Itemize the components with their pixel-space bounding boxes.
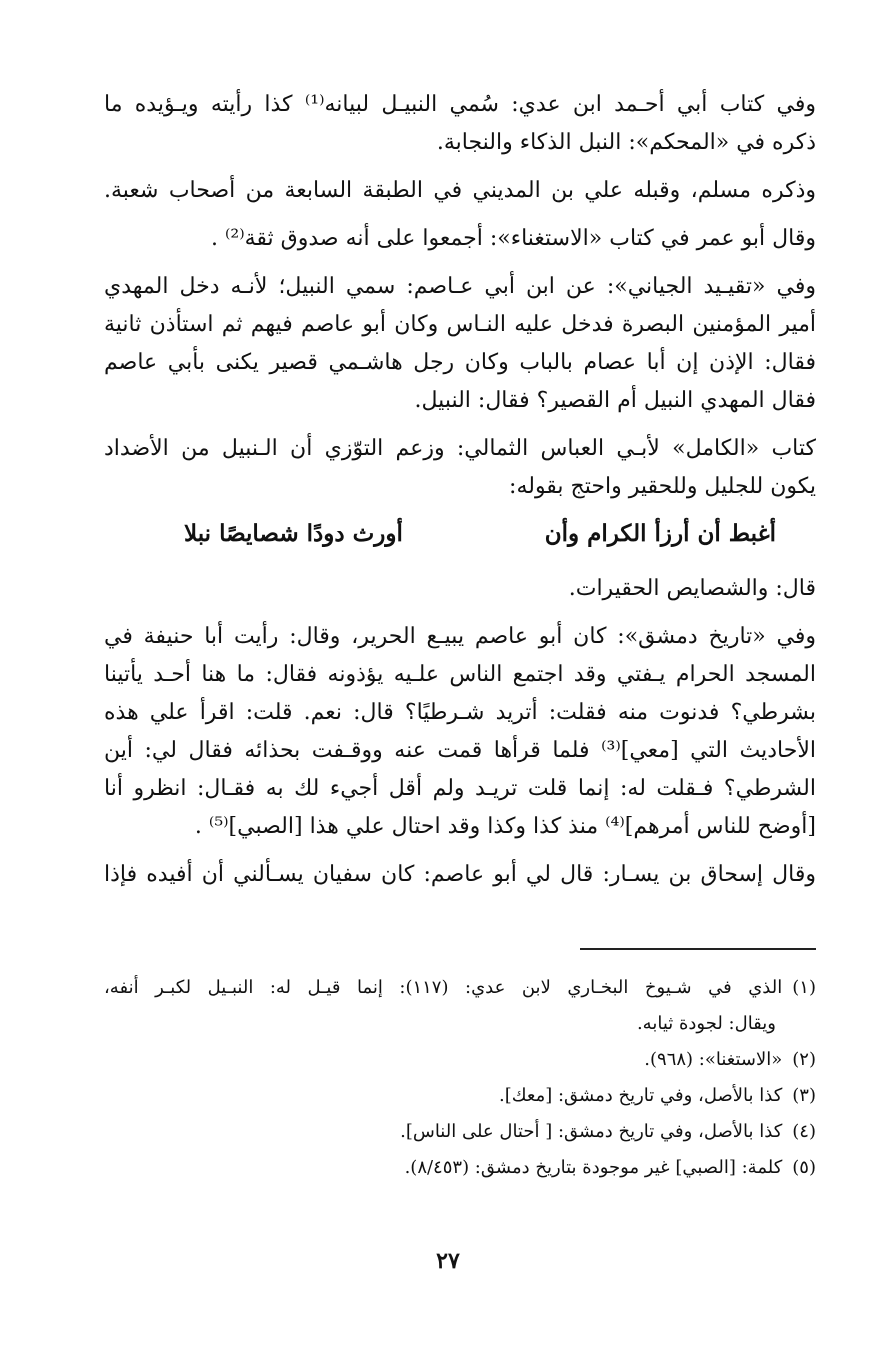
footnote-text: «الاستغنا»: (٩٦٨). <box>644 1049 783 1070</box>
poetry-verse <box>104 516 816 560</box>
text-line: بشرطي؟ فدنوت منه فقلت: أتريد شـرطيًا؟ قال: نعم. قلت: اقرأ علي هذه <box>104 700 816 725</box>
footnote-text: كذا بالأصل، وفي تاريخ دمشق: [ أحتال على الناس]. <box>400 1121 783 1142</box>
verse-second-hemistich: أورث دودًا شصايصًا نبلا <box>184 520 403 547</box>
footnote-item <box>104 1150 816 1186</box>
text-line: وقال أبو عمر في كتاب «الاستغناء»: أجمعوا على أنه صدوق ثقة⁽²⁾ . <box>211 226 816 251</box>
text-line: فقال: الإذن إن أبا عصام بالباب وكان رجل هاشـمي قصير يكنى بأبي عاصم <box>104 350 816 375</box>
footnote-number: (٥) <box>792 1157 816 1178</box>
text-line: فقال المهدي النبيل أم القصير؟ فقال: النبيل. <box>414 388 816 413</box>
footnote-number: (١) <box>792 977 816 998</box>
footnote-number: (٤) <box>792 1121 816 1142</box>
text-line: الأحاديث التي [معي]⁽³⁾ فلما قرأها قمت عنه ووقـفت بحذائه فقال لي: أين <box>104 738 816 763</box>
text-line: [أوضح للناس أمرهم]⁽⁴⁾ منذ كذا وكذا وقد احتال علي هذا [الصبي]⁽⁵⁾ . <box>194 814 816 839</box>
text-line: وفي «تقيـيد الجياني»: عن ابن أبي عـاصم: سمي النبيل؛ لأنـه دخل المهدي <box>104 274 816 299</box>
text-line: وفي «تاريخ دمشق»: كان أبو عاصم يبيـع الحرير، وقال: رأيت أبا حنيفة في <box>104 624 816 649</box>
text-line: وفي كتاب أبي أحـمد ابن عدي: سُمي النبيـل لبيانه⁽¹⁾ كذا رأيته ويـؤيده ما <box>104 92 816 117</box>
footnote-item <box>104 1078 816 1114</box>
text-line: يكون للجليل وللحقير واحتج بقوله: <box>509 474 816 499</box>
main-text <box>104 86 816 894</box>
footnote-text: الذي في شـيوخ البخـاري لابن عدي: (١١٧): إنما قيـل له: النبـيل لكبـر أنفه، <box>104 977 783 998</box>
footnote-continuation <box>104 1006 816 1042</box>
text-line: كتاب «الكامل» لأبـي العباس الثمالي: وزعم التوّزي أن الـنبيل من الأضداد <box>104 436 816 461</box>
text-line: المسجد الحرام يـفتي وقد اجتمع الناس علـيه يؤذونه فقال: ما هنا أحـد يأتينا <box>104 662 816 687</box>
footnote-separator <box>580 948 816 950</box>
footnote-number: (٢) <box>792 1049 816 1070</box>
footnote-text: كلمة: [الصبي] غير موجودة بتاريخ دمشق: (٨/٤٥٣). <box>404 1157 783 1178</box>
text-line: وقال إسحاق بن يسـار: قال لي أبو عاصم: كان سفيان يسـألني أن أفيده فإذا <box>104 862 816 887</box>
text-line: أمير المؤمنين البصرة فدخل عليه النـاس وكان أبو عاصم فيهم ثم استأذن ثانية <box>104 312 816 337</box>
footnote-item <box>104 1114 816 1150</box>
page-number: ٢٧ <box>436 1248 460 1274</box>
footnote-number: (٣) <box>792 1085 816 1106</box>
text-line: وذكره مسلم، وقبله علي بن المديني في الطبقة السابعة من أصحاب شعبة. <box>104 178 816 203</box>
footnote-text: كذا بالأصل، وفي تاريخ دمشق: [معك]. <box>498 1085 783 1106</box>
text-line: ذكره في «المحكم»: النبل الذكاء والنجابة. <box>436 130 816 155</box>
footnotes <box>104 970 816 1186</box>
footnote-text: ويقال: لجودة ثيابه. <box>636 1013 776 1034</box>
footnote-item <box>104 1042 816 1078</box>
text-line: الشرطي؟ فـقلت له: إنما قلت تريـد ولم أقل أجيء لك به فقـال: انظرو أنا <box>104 776 816 801</box>
text-line: قال: والشصايص الحقيرات. <box>568 576 816 601</box>
verse-first-hemistich: أغبط أن أرزأ الكرام وأن <box>544 520 776 547</box>
footnote-item <box>104 970 816 1006</box>
